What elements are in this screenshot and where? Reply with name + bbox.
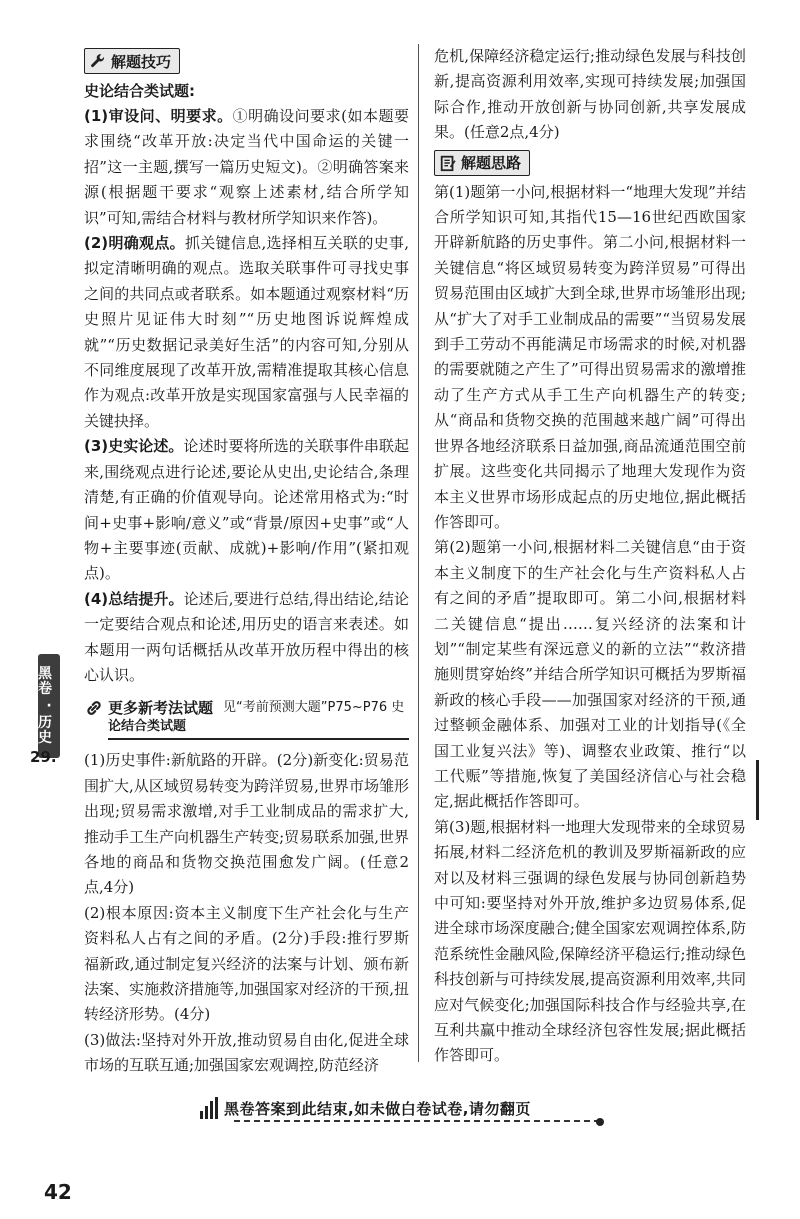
more-questions-ref: 见“考前预测大题”P75~P76 史 xyxy=(223,700,405,716)
step-1-body: ①明确设问要求(如本题要求围绕“改革开放:决定当代中国命运的关键一招”这一主题,撰写一篇历史短文)。②明确答案来源(根据题干要求“观察上述素材,结合所学知识”可知,需结合材料与教材所学知识来作答)。 xyxy=(84,107,410,227)
side-tab-brand: 黑卷 xyxy=(38,665,52,697)
idea-badge-label: 解题思路 xyxy=(461,154,522,173)
step-3-body: 论述时要将所选的关联事件串联起来,围绕观点进行论述,要论从史出,史论结合,条理清楚,有正确的价值观导向。论述常用格式为:“时间+史事+影响/意义”或“背景/原因+史事”或“人物+主要事迹(贡献、成就)+影响/作用”(紧扣观点)。 xyxy=(84,437,409,583)
right-column xyxy=(434,44,746,1069)
question-29 xyxy=(30,748,409,1078)
section-title: 史论结合类试题: xyxy=(84,82,195,100)
step-4 xyxy=(84,587,409,689)
answer-29-3: (3)做法:坚持对外开放,推动贸易自由化,促进全球市场的互联互通;加强国家宏观调控,防范经济 xyxy=(84,1030,409,1075)
more-questions-label: 更多新考法试题 xyxy=(108,699,214,718)
skill-badge xyxy=(84,48,180,74)
idea-badge xyxy=(434,150,530,176)
step-3 xyxy=(84,434,409,586)
answer-29-2: (2)根本原因:资本主义制度下生产社会化与生产资料私人占有之间的矛盾。(2分)手段:推行罗斯福新政,通过制定复兴经济的法案与计划、颁布新法案、实施救济措施等,加强国家对经济的干预,扭转经济形势。(4分) xyxy=(84,903,409,1024)
step-1-head: (1)审设问、明要求。 xyxy=(84,107,233,125)
step-1 xyxy=(84,104,409,231)
wrench-icon xyxy=(89,52,107,70)
more-questions xyxy=(84,698,409,718)
answer-29-1: (1)历史事件:新航路的开辟。(2分)新变化:贸易范围扩大,从区域贸易转变为跨洋贸易,世界市场雏形出现;贸易需求激增,对手工业制成品的需求扩大,推动手工生产向机器生产转变;贸易联系加强,世界各地的商品和货物交换范围愈发广阔。(任意2点,4分) xyxy=(84,751,409,897)
step-4-head: (4)总结提升。 xyxy=(84,589,184,608)
footer-dashed-line xyxy=(234,1120,600,1122)
column-divider xyxy=(418,44,419,1062)
footer-dot xyxy=(596,1118,604,1126)
answer-29-3-continued: 危机,保障经济稳定运行;推动绿色发展与科技创新,提高资源利用效率,实现可持续发展;加强国际合作,推动开放创新与协同创新,共享发展成果。(任意2点,4分) xyxy=(434,47,746,142)
analysis-1: 第(1)题第一小问,根据材料一“地理大发现”并结合所学知识可知,其指代15—16世纪西欧国家开辟新航路的历史事件。第二小问,根据材料一关键信息“将区域贸易转变为跨洋贸易”可得出贸易范围由区域扩大到全球,世界市场雏形出现;从“扩大了对手工业制成品的需要”“当贸易发展到手工劳动不再能满足市场需求的时候,对机器的需要就随之产生了”可得出贸易需求的激增推动了生产方式从手工生产向机器生产的转变;从“商品和货物交换的范围越来越广阔”可得出世界各地经济联系日益加强,商品流通范围空前扩展。这些变化共同揭示了地理大发现作为资本主义世界市场形成起点的历史地位,据此概括作答即可。 xyxy=(434,182,746,531)
step-2-body: 抓关键信息,选择相互关联的史事,拟定清晰明确的观点。选取关联事件可寻找史事之间的共同点或者联系。如本题通过观察材料“历史照片见证伟大时刻”“历史地图诉说辉煌成就”“历史数据记录美好生活”的内容可知,分别从不同维度展现了改革开放,需精准提取其核心信息作为观点:改革开放是实现国家富强与人民幸福的关键抉择。 xyxy=(84,234,409,430)
step-2 xyxy=(84,231,409,434)
analysis-3: 第(3)题,根据材料一地理大发现带来的全球贸易拓展,材料二经济危机的教训及罗斯福新政的应对以及材料三强调的绿色发展与协同创新趋势中可知:要坚持对外开放,维护多边贸易体系,促进全球市场深度融合;健全国家宏观调控体系,防范系统性金融风险,保障经济平稳运行;推动绿色科技创新与可持续发展,提高资源利用效率,共同应对气候变化;加强国际科技合作与经验共享,在互利共赢中推动全球经济包容性发展;据此概括作答即可。 xyxy=(434,817,746,1065)
side-tab-subject: 历史 xyxy=(38,714,52,746)
step-4-body: 论述后,要进行总结,得出结论,结论一定要结合观点和论述,用历史的语言来表述。如本题用一两句话概括从改革开放历程中得出的核心认识。 xyxy=(84,589,409,684)
step-2-head: (2)明确观点。 xyxy=(84,234,185,253)
footer-notice xyxy=(200,1090,600,1126)
more-questions-sub: 论结合类试题 xyxy=(108,718,409,740)
skill-badge-label: 解题技巧 xyxy=(111,52,172,71)
edge-mark xyxy=(756,760,759,820)
link-icon xyxy=(84,698,104,718)
page-number: 42 xyxy=(44,1180,72,1204)
question-number: 29. xyxy=(30,748,57,767)
analysis-2: 第(2)题第一小问,根据材料二关键信息“由于资本主义制度下的生产社会化与生产资料私人占有之间的矛盾”提取即可。第二小问,根据材料二关键信息“提出……复兴经济的法案和计划”“制定某些有深远意义的新的立法”“救济措施则贯穿始终”并结合所学知识可概括为罗斯福新政的核心手段——加强国家对经济的干预,通过整顿金融体系、加强对工业的计划指导(《全国工业复兴法》等)、调整农业政策、推行“以工代赈”等措施,恢复了美国经济信心与社会稳定,据此概括作答即可。 xyxy=(434,538,746,811)
bars-icon xyxy=(200,1097,218,1119)
step-3-head: (3)史实论述。 xyxy=(84,437,184,456)
side-tab-dot: · xyxy=(46,697,52,714)
notepad-icon xyxy=(439,154,457,172)
footer-text: 黑卷答案到此结束,如未做白卷试卷,请勿翻页 xyxy=(224,1099,531,1118)
side-tab xyxy=(38,654,60,758)
